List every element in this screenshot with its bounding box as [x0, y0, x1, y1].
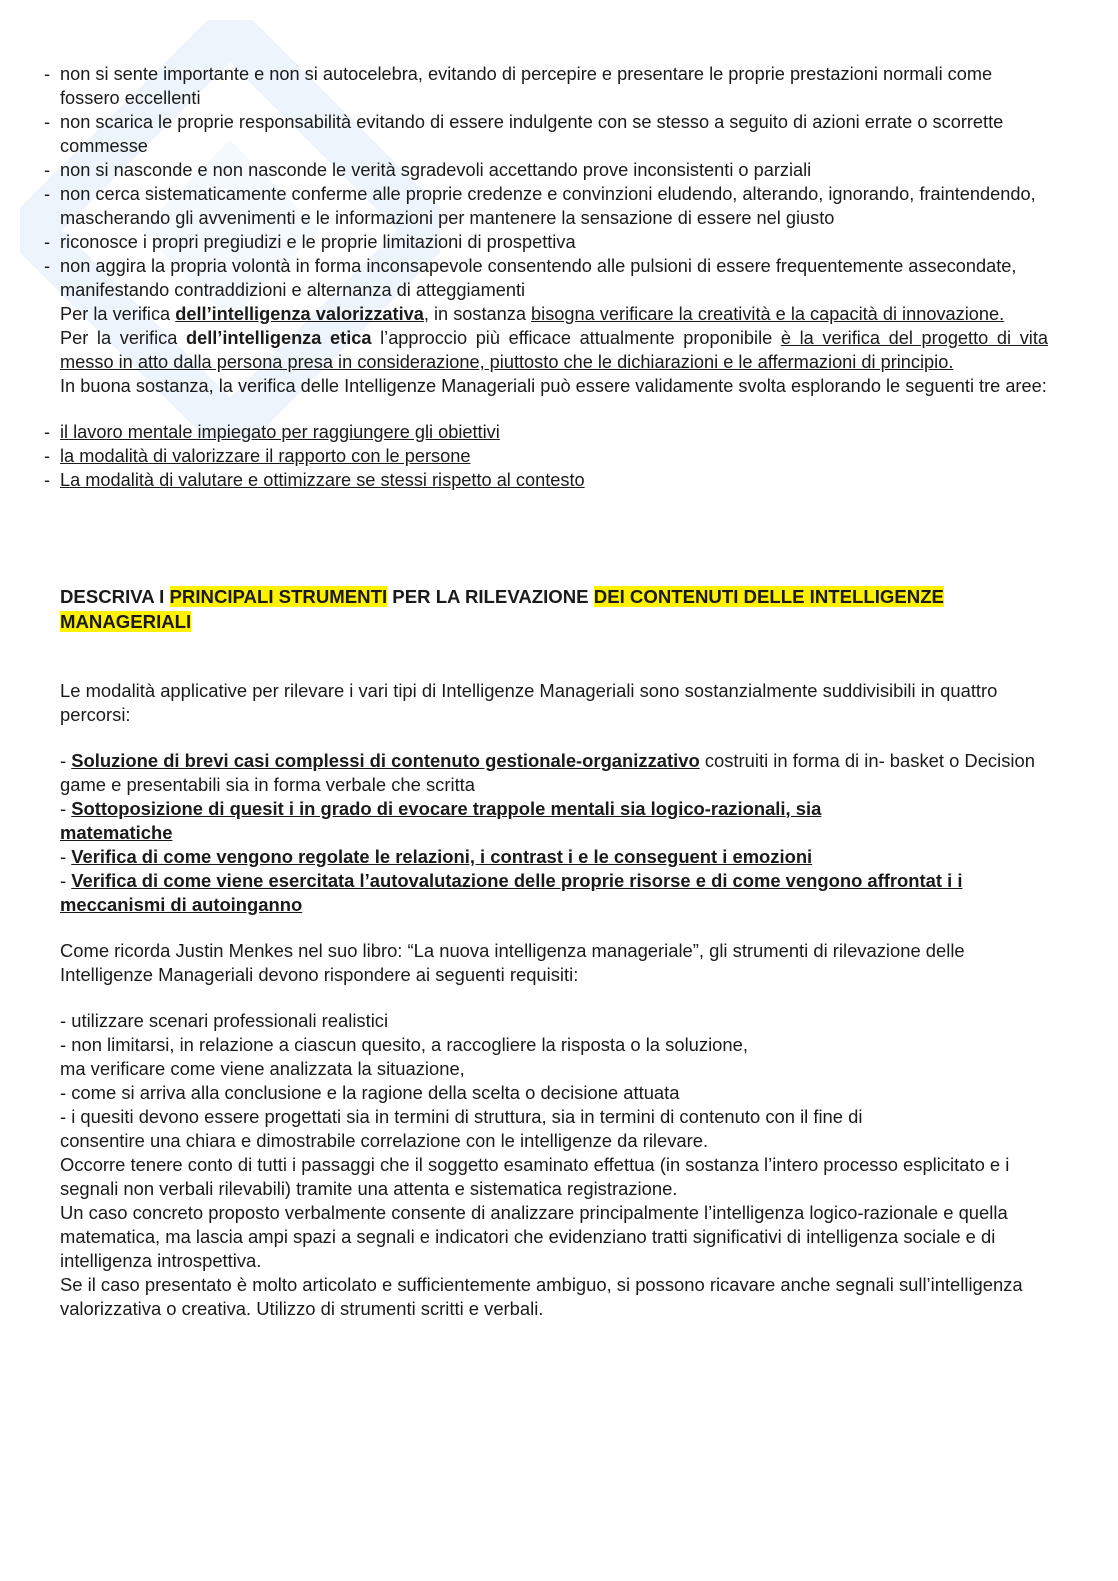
list-item: - non aggira la propria volontà in forma inconsapevole consentendo alle pulsioni di essere frequentemente assecondate, manifestando contraddizioni e alternanza di atteggiamenti: [44, 254, 1048, 302]
paragraph-valorizzativa: Per la verifica dell’intelligenza valorizzativa, in sostanza bisogna verificare la creatività e la capacità di innovazione.: [60, 304, 1005, 324]
bullet-list-1: [44, 62, 1048, 302]
paragraph-articolato: Se il caso presentato è molto articolato e sufficientemente ambiguo, si possono ricavare anche segnali sull’intelligenza valorizzativa o creativa. Utilizzo di strumenti scritti e verbali.: [60, 1274, 1023, 1319]
requisito: ma verificare come viene analizzata la situazione,: [60, 1058, 465, 1079]
list-item: - la modalità di valorizzare il rapporto con le persone: [44, 444, 624, 468]
bullet-list-2: [44, 420, 624, 492]
requisito: - non limitarsi, in relazione a ciascun quesito, a raccogliere la risposta o la soluzione,: [60, 1034, 748, 1055]
paragraph-modalita: Le modalità applicative per rilevare i vari tipi di Intelligenze Manageriali sono sostanzialmente suddivisibili in quattro percorsi:: [60, 680, 998, 725]
requisito: - come si arriva alla conclusione e la ragione della scelta o decisione attuata: [60, 1082, 680, 1103]
percorso-1: - Soluzione di brevi casi complessi di contenuto gestionale-organizzativo costruiti in forma di in- basket o Decision game e presentabili sia in forma verbale che scritta: [60, 750, 1035, 795]
section-heading: DESCRIVA I PRINCIPALI STRUMENTI PER LA RILEVAZIONE DEI CONTENUTI DELLE INTELLIGENZE MANAGERIALI: [60, 586, 944, 632]
percorso-3: - Verifica di come vengono regolate le relazioni, i contrast i e le conseguent i emozioni: [60, 846, 813, 867]
paragraph-menkes: Come ricorda Justin Menkes nel suo libro: “La nuova intelligenza manageriale”, gli strumenti di rilevazione delle Intelligenze Manageriali devono rispondere ai seguenti requisiti:: [60, 940, 965, 985]
list-item: - La modalità di valutare e ottimizzare se stessi rispetto al contesto: [44, 468, 624, 492]
paragraph-etica: Per la verifica dell’intelligenza etica l’approccio più efficace attualmente proponibile è la verifica del progetto di vita messo in atto dalla persona presa in considerazione, piuttosto che le dichiarazioni e le affermazioni di principio.: [60, 328, 1048, 372]
list-item: - non si nasconde e non nasconde le verità sgradevoli accettando prove inconsistenti o parziali: [44, 158, 1048, 182]
document-page: [44, 62, 1048, 1321]
list-item: - il lavoro mentale impiegato per raggiungere gli obiettivi: [44, 420, 624, 444]
paragraph-caso: Un caso concreto proposto verbalmente consente di analizzare principalmente l’intelligenza logico-razionale e quella matematica, ma lascia ampi spazi a segnali e indicatori che evidenziano tratti significativi di intelligenza sociale e di intelligenza introspettiva.: [60, 1202, 1008, 1271]
list-item: - riconosce i propri pregiudizi e le proprie limitazioni di prospettiva: [44, 230, 1048, 254]
percorso-2: - Sottoposizione di quesit i in grado di evocare trappole mentali sia logico-razionali, sia matematiche: [60, 798, 822, 843]
paragraph-occorre: Occorre tenere conto di tutti i passaggi che il soggetto esaminato effettua (in sostanza l’intero processo esplicitato e i segnali non verbali rilevabili) tramite una attenta e sistematica registrazione.: [60, 1154, 1010, 1199]
list-item: - non cerca sistematicamente conferme alle proprie credenze e convinzioni eludendo, alterando, ignorando, fraintendendo, mascherando gli avvenimenti e le informazioni per mantenere la sensazione di essere nel giusto: [44, 182, 1048, 230]
section-body: [44, 679, 1048, 1321]
list-item: - non si sente importante e non si autocelebra, evitando di percepire e presentare le proprie prestazioni normali come fossero eccellenti: [44, 62, 1048, 110]
percorso-4: - Verifica di come viene esercitata l’autovalutazione delle proprie risorse e di come vengono affrontat i i meccanismi di autoinganno: [60, 870, 963, 915]
paragraph-sostanza: In buona sostanza, la verifica delle Intelligenze Manageriali può essere validamente svolta esplorando le seguenti tre aree:: [60, 376, 1047, 396]
list-item: - non scarica le proprie responsabilità evitando di essere indulgente con se stesso a seguito di azioni errate o scorrette commesse: [44, 110, 1048, 158]
requisito: - utilizzare scenari professionali realistici: [60, 1010, 389, 1031]
requisito: - i quesiti devono essere progettati sia in termini di struttura, sia in termini di contenuto con il fine di consentire una chiara e dimostrabile correlazione con le intelligenze da rilevare.: [60, 1106, 863, 1151]
